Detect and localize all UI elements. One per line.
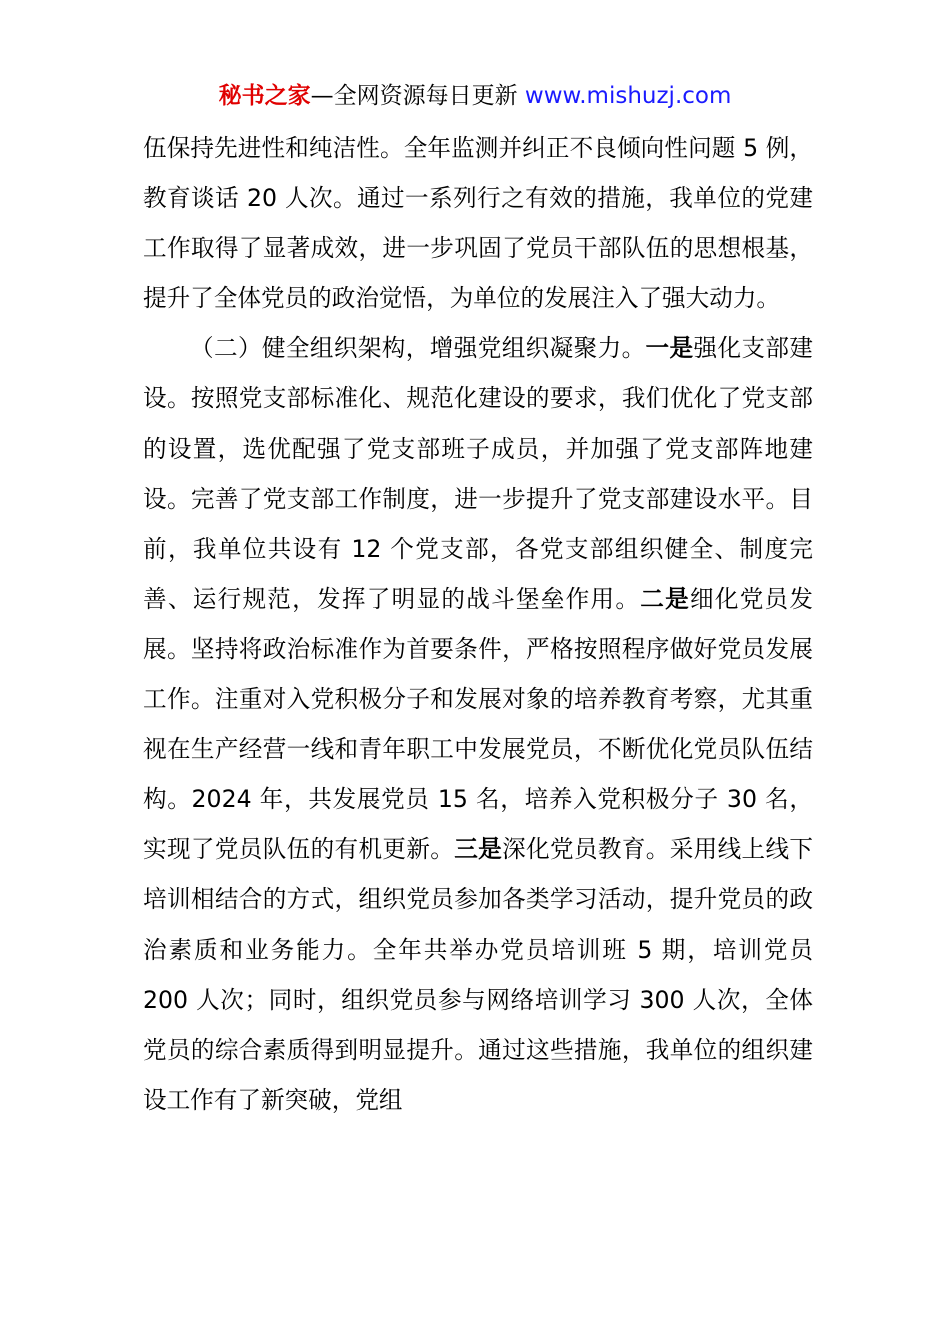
site-header [0,80,950,112]
site-brand: 秘书之家 [218,83,311,109]
point-text-3: 深化党员教育。采用线上线下培训相结合的方式，组织党员参加各类学习活动，提升党员的政治素质和业务能力。全年共举办党员培训班 5 期，培训党员 200 人次；同时，组织党员参与网络培训学习 300 人次，全体党员的综合素质得到明显提升。通过这些措施，我单位的组织建设工作有了新突破，党组 [143,835,814,1114]
point-marker-2: 二是 [640,584,690,613]
point-text-2: 细化党员发展。坚持将政治标准作为首要条件，严格按照程序做好党员发展工作。注重对入党积极分子和发展对象的培养教育考察，尤其重视在生产经营一线和青年职工中发展党员，不断优化党员队伍结构。2024 年，共发展党员 15 名，培养入党积极分子 30 名，实现了党员队伍的有机更新。 [143,584,814,864]
site-url[interactable]: www.mishuzj.com [524,83,732,109]
point-marker-1: 一是 [645,334,694,363]
paragraph-organization [143,323,813,1125]
paragraph-continued: 伍保持先进性和纯洁性。全年监测并纠正不良倾向性问题 5 例，教育谈话 20 人次。通过一系列行之有效的措施，我单位的党建工作取得了显著成效，进一步巩固了党员干部队伍的思想根基，提升了全体党员的政治觉悟，为单位的发展注入了强大动力。 [143,134,813,313]
document-body [143,123,813,1125]
section-heading: （二）健全组织架构，增强党组织凝聚力。 [190,334,646,363]
point-text-1: 强化支部建设。按照党支部标准化、规范化建设的要求，我们优化了党支部的设置，选优配强了党支部班子成员，并加强了党支部阵地建设。完善了党支部工作制度，进一步提升了党支部建设水平。目前，我单位共设有 12 个党支部，各党支部组织健全、制度完善、运行规范，发挥了明显的战斗堡垒作用。 [143,334,813,613]
point-marker-3: 三是 [454,835,503,864]
site-tagline: —全网资源每日更新 [310,83,525,109]
